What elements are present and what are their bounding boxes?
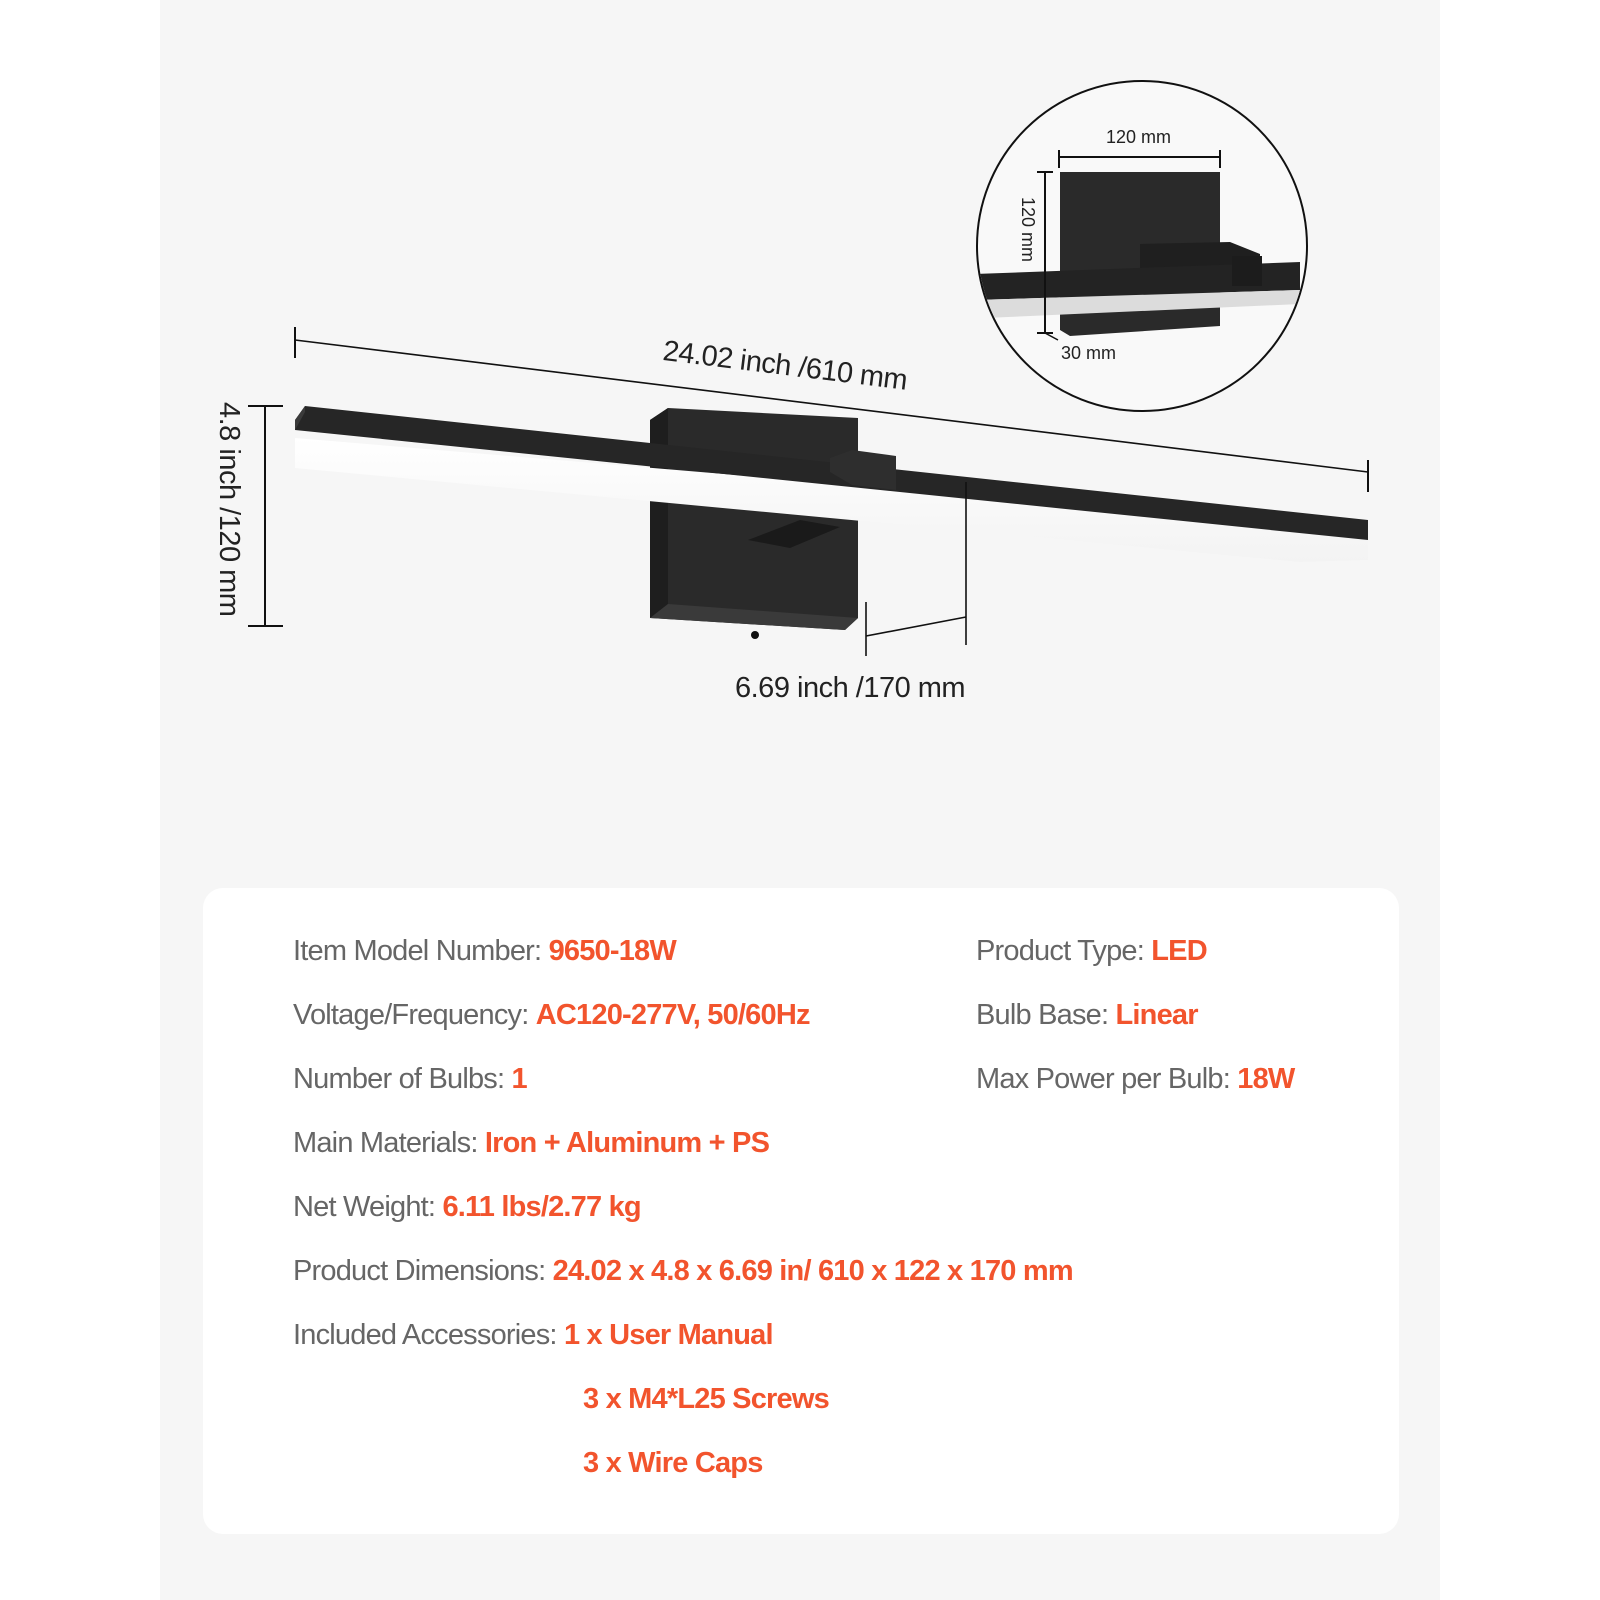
spec-bulbs: [293, 1063, 527, 1096]
spec-key: Net Weight:: [293, 1191, 443, 1223]
depth-dimension-label: 6.69 inch /170 mm: [735, 672, 966, 704]
spec-model-number: [293, 935, 676, 968]
height-dimension-label: 4.8 inch /120 mm: [213, 402, 245, 617]
spec-key: Max Power per Bulb:: [976, 1063, 1238, 1095]
spec-voltage: [293, 999, 810, 1032]
spec-value: LED: [1151, 935, 1207, 967]
length-dimension-label: 24.02 inch /610 mm: [661, 335, 909, 397]
spec-weight: [293, 1191, 641, 1224]
spec-key: Number of Bulbs:: [293, 1063, 512, 1095]
spec-accessories: [293, 1319, 773, 1352]
spec-key: Product Type:: [976, 935, 1152, 967]
spec-product-type: [976, 935, 1207, 968]
spec-max-power: [976, 1063, 1294, 1096]
inset-width-label: 120 mm: [1106, 127, 1172, 147]
spec-key: Voltage/Frequency:: [293, 999, 536, 1031]
spec-value: 1: [511, 1063, 527, 1095]
spec-key: Main Materials:: [293, 1127, 485, 1159]
spec-key: Bulb Base:: [976, 999, 1116, 1031]
spec-bulb-base: [976, 999, 1198, 1032]
spec-value: 6.11 lbs/2.77 kg: [442, 1191, 641, 1223]
spec-value: AC120-277V, 50/60Hz: [535, 999, 810, 1031]
inset-thickness-label: 30 mm: [1061, 343, 1117, 363]
spec-value: Iron + Aluminum + PS: [484, 1127, 770, 1159]
accessory-screws: 3 x M4*L25 Screws: [583, 1383, 829, 1415]
accessory-wire-caps: 3 x Wire Caps: [583, 1447, 763, 1479]
spec-materials: [293, 1127, 769, 1160]
spec-value: 18W: [1237, 1063, 1295, 1095]
spec-value: 9650-18W: [548, 935, 676, 967]
spec-value: 24.02 x 4.8 x 6.69 in/ 610 x 122 x 170 mm: [552, 1255, 1073, 1287]
spec-key: Included Accessories:: [293, 1319, 564, 1351]
spec-value: 1 x User Manual: [563, 1319, 773, 1351]
spec-value: Linear: [1115, 999, 1198, 1031]
inset-height-label: 120 mm: [1018, 197, 1038, 263]
spec-key: Product Dimensions:: [293, 1255, 553, 1287]
spec-dimensions: [293, 1255, 1073, 1288]
spec-key: Item Model Number:: [293, 935, 549, 967]
